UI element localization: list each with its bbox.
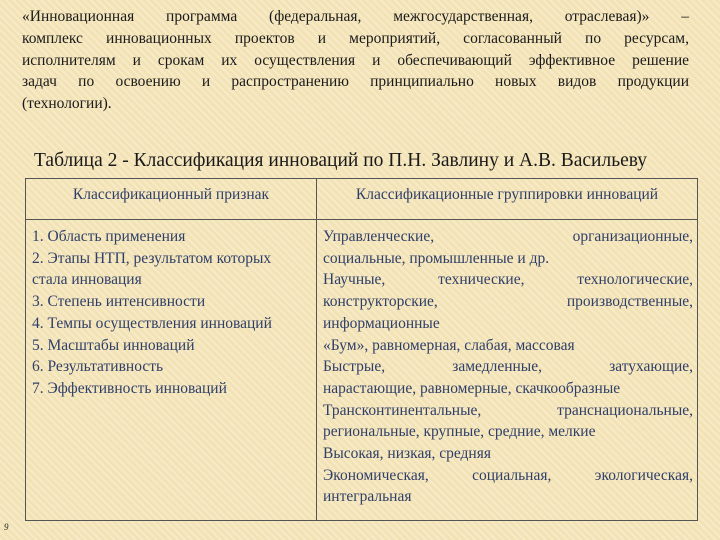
criteria-line: стала инновация: [32, 271, 142, 289]
criteria-line: 1. Область применения: [32, 228, 186, 245]
criteria-line: 3. Степень интенсивности: [32, 293, 206, 311]
intro-line: задач по освоению и распространению принципиально новых видов продукции: [22, 73, 689, 91]
intro-line: комплекс инновационных проектов и мероприятий, согласованный по ресурсам,: [22, 29, 689, 47]
criteria-line: 5. Масштабы инноваций: [32, 336, 195, 354]
intro-line: исполнителям и срокам их осуществления и обеспечивающий эффективное решение: [22, 51, 689, 69]
grouping-line: социальные, промышленные и др.: [323, 249, 550, 267]
grouping-line: Научные, технические, технологические,: [323, 271, 693, 289]
column-header: Классификационные группировки инноваций: [317, 179, 698, 220]
grouping-line: Высокая, низкая, средняя: [323, 445, 491, 463]
grouping-line: Экономическая, социальная, экологическая,: [323, 466, 693, 484]
grouping-line: конструкторские, производственные,: [323, 293, 693, 311]
criteria-line: 4. Темпы осуществления инноваций: [32, 314, 272, 332]
groupings-cell: [317, 220, 698, 521]
grouping-line: Управленческие, организационные,: [323, 228, 693, 245]
intro-paragraph: [22, 6, 689, 115]
column-header: Классификационный признак: [26, 179, 317, 220]
criteria-line: 2. Этапы НТП, результатом которых: [32, 249, 272, 267]
grouping-line: «Бум», равномерная, слабая, массовая: [323, 336, 575, 354]
grouping-line: интегральная: [323, 488, 412, 506]
grouping-line: Трансконтинентальные, транснациональные,: [323, 401, 693, 419]
grouping-line: региональные, крупные, средние, мелкие: [323, 423, 596, 441]
table-title: Таблица 2 - Классификация инноваций по П.Н. Завлину и А.В. Васильеву: [34, 150, 648, 171]
table-row: [26, 220, 698, 521]
intro-line: (технологии).: [22, 95, 112, 113]
slide-number: 9: [4, 522, 9, 532]
grouping-line: нарастающие, равномерные, скачкообразные: [323, 379, 621, 397]
grouping-line: Быстрые, замедленные, затухающие,: [323, 358, 693, 376]
grouping-line: информационные: [323, 314, 440, 332]
criteria-line: 6. Результативность: [32, 358, 164, 376]
criteria-cell: [26, 220, 317, 521]
criteria-line: 7. Эффективность инноваций: [32, 379, 227, 397]
classification-table: [25, 178, 698, 521]
table-header-row: [26, 179, 698, 220]
intro-line: «Инновационная программа (федеральная, межгосударственная, отраслевая)» –: [22, 8, 689, 25]
